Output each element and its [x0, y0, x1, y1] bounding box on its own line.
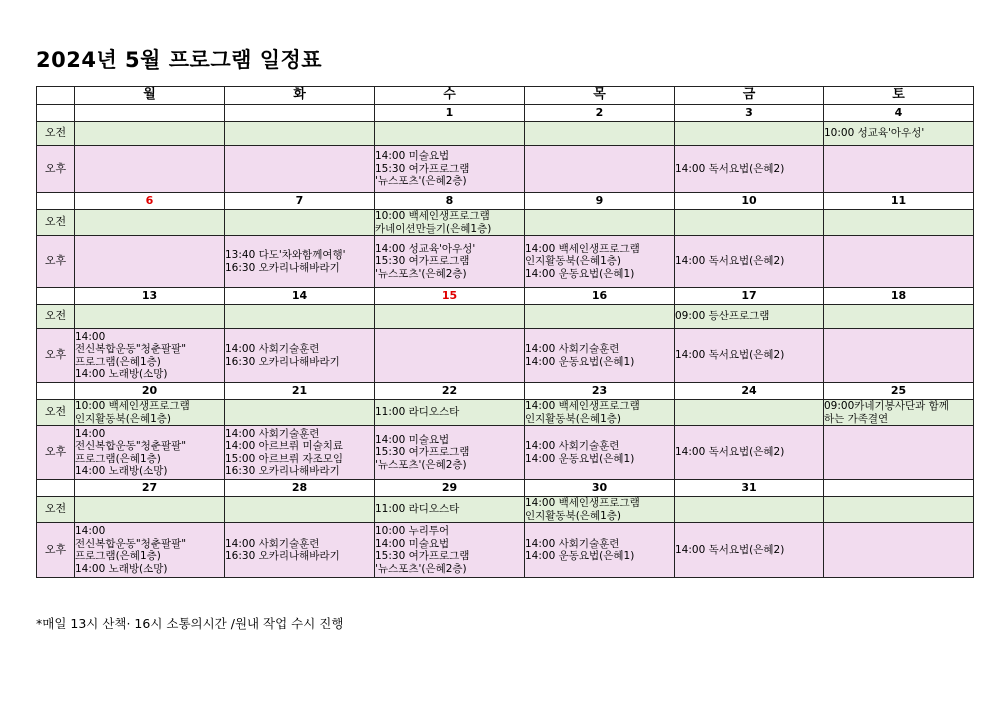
date-cell: 21 — [225, 383, 375, 400]
activity-text: '뉴스포츠'(은혜2층) — [375, 267, 467, 280]
schedule-cell — [75, 236, 225, 288]
schedule-cell — [824, 329, 974, 383]
pm-row — [37, 523, 974, 578]
date-cell: 24 — [675, 383, 824, 400]
date-cell: 29 — [375, 480, 525, 497]
activity-text: 전신복합운동"청춘팔팔" — [75, 343, 187, 355]
date-row — [37, 383, 974, 400]
day-header: 화 — [225, 87, 375, 105]
schedule-cell — [75, 305, 225, 329]
schedule-cell — [675, 497, 824, 523]
activity-text: 15:00 아르브뤼 자조모임 — [225, 452, 344, 465]
activity-text: 11:00 라디오스타 — [375, 406, 460, 419]
date-row — [37, 480, 974, 497]
activity-text: 14:00 독서요법(은혜2) — [675, 162, 785, 175]
activity-text: 14:00 백세인생프로그램 — [525, 400, 640, 412]
date-cell — [225, 105, 375, 122]
activity-text: 인지활동북(은혜1층) — [525, 509, 622, 522]
date-label-cell — [37, 105, 75, 122]
schedule-cell — [675, 400, 824, 426]
activity-text: 전신복합운동"청춘팔팔" — [75, 537, 187, 550]
footnote: *매일 13시 산책· 16시 소통의시간 /원내 작업 수시 진행 — [36, 616, 344, 631]
activity-text: 16:30 오카리나해바라기 — [225, 550, 340, 562]
date-label-cell — [37, 480, 75, 497]
day-header: 월 — [75, 87, 225, 105]
schedule-cell — [75, 329, 225, 383]
activity-text: 14:00 사회기술훈련 — [225, 343, 320, 355]
am-row — [37, 210, 974, 236]
schedule-cell — [75, 426, 225, 480]
activity-text: 14:00 운동요법(은혜1) — [525, 550, 635, 562]
schedule-cell — [824, 523, 974, 578]
schedule-cell — [824, 236, 974, 288]
activity-text: 14:00 사회기술훈련 — [225, 427, 320, 440]
pm-row — [37, 329, 974, 383]
activity-text: 15:30 여가프로그램 — [375, 446, 470, 459]
day-header: 수 — [375, 87, 525, 105]
activity-text: 14:00 — [75, 427, 106, 440]
schedule-cell — [75, 497, 225, 523]
schedule-cell — [375, 523, 525, 578]
activity-text: 14:00 사회기술훈련 — [525, 343, 620, 355]
date-cell: 22 — [375, 383, 525, 400]
activity-text: 14:00 — [75, 330, 106, 343]
page-title: 2024년 5월 프로그램 일정표 — [36, 48, 323, 72]
schedule-cell — [675, 426, 824, 480]
activity-text: 14:00 운동요법(은혜1) — [525, 355, 635, 368]
activity-text: 프로그램(은혜1층) — [75, 452, 161, 465]
activity-text: 인지활동북(은혜1층) — [75, 412, 172, 425]
date-cell: 23 — [525, 383, 675, 400]
date-label-cell — [37, 193, 75, 210]
schedule-cell — [225, 497, 375, 523]
schedule-cell — [824, 497, 974, 523]
date-cell: 8 — [375, 193, 525, 210]
schedule-cell — [824, 426, 974, 480]
day-header: 목 — [525, 87, 675, 105]
schedule-cell — [525, 305, 675, 329]
date-cell: 31 — [675, 480, 824, 497]
activity-text: '뉴스포츠'(은혜2층) — [375, 175, 467, 188]
schedule-cell — [375, 426, 525, 480]
schedule-cell — [375, 305, 525, 329]
activity-text: '뉴스포츠'(은혜2층) — [375, 458, 467, 471]
date-row — [37, 288, 974, 305]
schedule-cell — [675, 122, 824, 146]
date-cell: 9 — [525, 193, 675, 210]
pm-label: 오후 — [37, 146, 75, 193]
day-header: 금 — [675, 87, 824, 105]
activity-text: 15:30 여가프로그램 — [375, 255, 470, 268]
schedule-cell — [375, 122, 525, 146]
schedule-cell — [525, 146, 675, 193]
schedule-cell — [75, 146, 225, 193]
activity-text: 인지활동북(은혜1층) — [525, 255, 622, 268]
schedule-cell — [225, 122, 375, 146]
activity-text: 14:00 미술요법 — [375, 150, 450, 163]
schedule-cell — [225, 210, 375, 236]
date-cell: 6 — [75, 193, 225, 210]
schedule-cell — [225, 523, 375, 578]
schedule-cell — [675, 523, 824, 578]
schedule-cell — [375, 146, 525, 193]
activity-text: 하는 가족결연 — [824, 412, 889, 425]
schedule-cell — [75, 210, 225, 236]
activity-text: 14:00 — [75, 525, 106, 537]
schedule-cell — [525, 400, 675, 426]
date-cell: 15 — [375, 288, 525, 305]
schedule-cell — [675, 305, 824, 329]
schedule-cell — [525, 329, 675, 383]
activity-text: 13:40 다도'차와함께여행' — [225, 249, 346, 261]
activity-text: 14:00 노래방(소망) — [75, 465, 168, 477]
date-cell: 14 — [225, 288, 375, 305]
activity-text: 14:00 사회기술훈련 — [525, 440, 620, 452]
schedule-cell — [375, 497, 525, 523]
day-header: 토 — [824, 87, 974, 105]
schedule-cell — [75, 122, 225, 146]
activity-text: 프로그램(은혜1층) — [75, 550, 161, 562]
date-label-cell — [37, 288, 75, 305]
activity-text: 16:30 오카리나해바라기 — [225, 465, 340, 477]
pm-label: 오후 — [37, 523, 75, 578]
schedule-cell — [375, 210, 525, 236]
date-cell: 13 — [75, 288, 225, 305]
activity-text: 프로그램(은혜1층) — [75, 355, 161, 368]
activity-text: 15:30 여가프로그램 — [375, 162, 470, 175]
date-cell: 10 — [675, 193, 824, 210]
day-header-row — [37, 87, 974, 105]
am-row — [37, 122, 974, 146]
activity-text: 16:30 오카리나해바라기 — [225, 261, 340, 274]
date-cell: 7 — [225, 193, 375, 210]
schedule-cell — [824, 305, 974, 329]
date-cell: 25 — [824, 383, 974, 400]
pm-label: 오후 — [37, 426, 75, 480]
am-label: 오전 — [37, 122, 75, 146]
am-label: 오전 — [37, 210, 75, 236]
schedule-cell — [824, 122, 974, 146]
activity-text: 14:00 사회기술훈련 — [525, 537, 620, 550]
activity-text: 14:00 성교육'아우성' — [375, 242, 476, 255]
activity-text: 16:30 오카리나해바라기 — [225, 355, 340, 368]
pm-row — [37, 236, 974, 288]
corner-cell — [37, 87, 75, 105]
activity-text: 10:00 백세인생프로그램 — [75, 400, 190, 412]
am-label: 오전 — [37, 400, 75, 426]
date-cell: 4 — [824, 105, 974, 122]
schedule-table — [36, 86, 974, 578]
date-cell: 30 — [525, 480, 675, 497]
schedule-cell — [824, 400, 974, 426]
schedule-cell — [525, 523, 675, 578]
activity-text: 14:00 사회기술훈련 — [225, 537, 320, 550]
date-cell: 11 — [824, 193, 974, 210]
activity-text: 14:00 노래방(소망) — [75, 368, 168, 380]
schedule-cell — [525, 210, 675, 236]
schedule-cell — [375, 400, 525, 426]
schedule-cell — [525, 236, 675, 288]
date-label-cell — [37, 383, 75, 400]
schedule-cell — [675, 236, 824, 288]
am-label: 오전 — [37, 305, 75, 329]
date-cell: 1 — [375, 105, 525, 122]
activity-text: 10:00 누리투어 — [375, 525, 450, 537]
pm-row — [37, 426, 974, 480]
date-cell: 27 — [75, 480, 225, 497]
activity-text: 14:00 독서요법(은혜2) — [675, 255, 785, 268]
schedule-cell — [225, 236, 375, 288]
activity-text: '뉴스포츠'(은혜2층) — [375, 562, 467, 575]
activity-text: 14:00 운동요법(은혜1) — [525, 267, 635, 280]
date-cell: 17 — [675, 288, 824, 305]
activity-text: 14:00 백세인생프로그램 — [525, 497, 640, 509]
schedule-cell — [225, 400, 375, 426]
am-row — [37, 497, 974, 523]
date-cell — [75, 105, 225, 122]
schedule-cell — [824, 210, 974, 236]
activity-text: 14:00 운동요법(은혜1) — [525, 452, 635, 465]
schedule-cell — [75, 523, 225, 578]
schedule-cell — [225, 305, 375, 329]
activity-text: 카네이션만들기(은혜1층) — [375, 222, 492, 235]
pm-label: 오후 — [37, 236, 75, 288]
date-cell: 28 — [225, 480, 375, 497]
activity-text: 09:00카네기봉사단과 함께 — [824, 400, 949, 412]
pm-label: 오후 — [37, 329, 75, 383]
am-label: 오전 — [37, 497, 75, 523]
schedule-cell — [675, 146, 824, 193]
date-cell: 3 — [675, 105, 824, 122]
schedule-cell — [525, 426, 675, 480]
schedule-cell — [375, 329, 525, 383]
activity-text: 14:00 독서요법(은혜2) — [675, 446, 785, 459]
date-cell: 16 — [525, 288, 675, 305]
activity-text: 14:00 미술요법 — [375, 537, 450, 550]
schedule-cell — [75, 400, 225, 426]
schedule-cell — [375, 236, 525, 288]
schedule-cell — [525, 497, 675, 523]
am-row — [37, 400, 974, 426]
activity-text: 11:00 라디오스타 — [375, 503, 460, 516]
date-cell: 2 — [525, 105, 675, 122]
date-row — [37, 105, 974, 122]
activity-text: 전신복합운동"청춘팔팔" — [75, 440, 187, 452]
pm-row — [37, 146, 974, 193]
date-cell: 20 — [75, 383, 225, 400]
activity-text: 14:00 독서요법(은혜2) — [675, 543, 785, 556]
schedule-cell — [525, 122, 675, 146]
activity-text: 15:30 여가프로그램 — [375, 550, 470, 562]
activity-text: 14:00 미술요법 — [375, 433, 450, 446]
schedule-cell — [675, 329, 824, 383]
activity-text: 14:00 백세인생프로그램 — [525, 242, 640, 255]
schedule-cell — [675, 210, 824, 236]
activity-text: 14:00 아르브뤼 미술치료 — [225, 440, 344, 452]
activity-text: 09:00 등산프로그램 — [675, 310, 770, 323]
schedule-cell — [225, 329, 375, 383]
schedule-cell — [824, 146, 974, 193]
date-cell — [824, 480, 974, 497]
schedule-cell — [225, 426, 375, 480]
date-row — [37, 193, 974, 210]
activity-text: 14:00 독서요법(은혜2) — [675, 349, 785, 362]
activity-text: 14:00 노래방(소망) — [75, 562, 168, 575]
activity-text: 10:00 백세인생프로그램 — [375, 210, 490, 222]
date-cell: 18 — [824, 288, 974, 305]
am-row — [37, 305, 974, 329]
activity-text: 인지활동북(은혜1층) — [525, 412, 622, 425]
activity-text: 10:00 성교육'아우성' — [824, 127, 925, 140]
schedule-cell — [225, 146, 375, 193]
